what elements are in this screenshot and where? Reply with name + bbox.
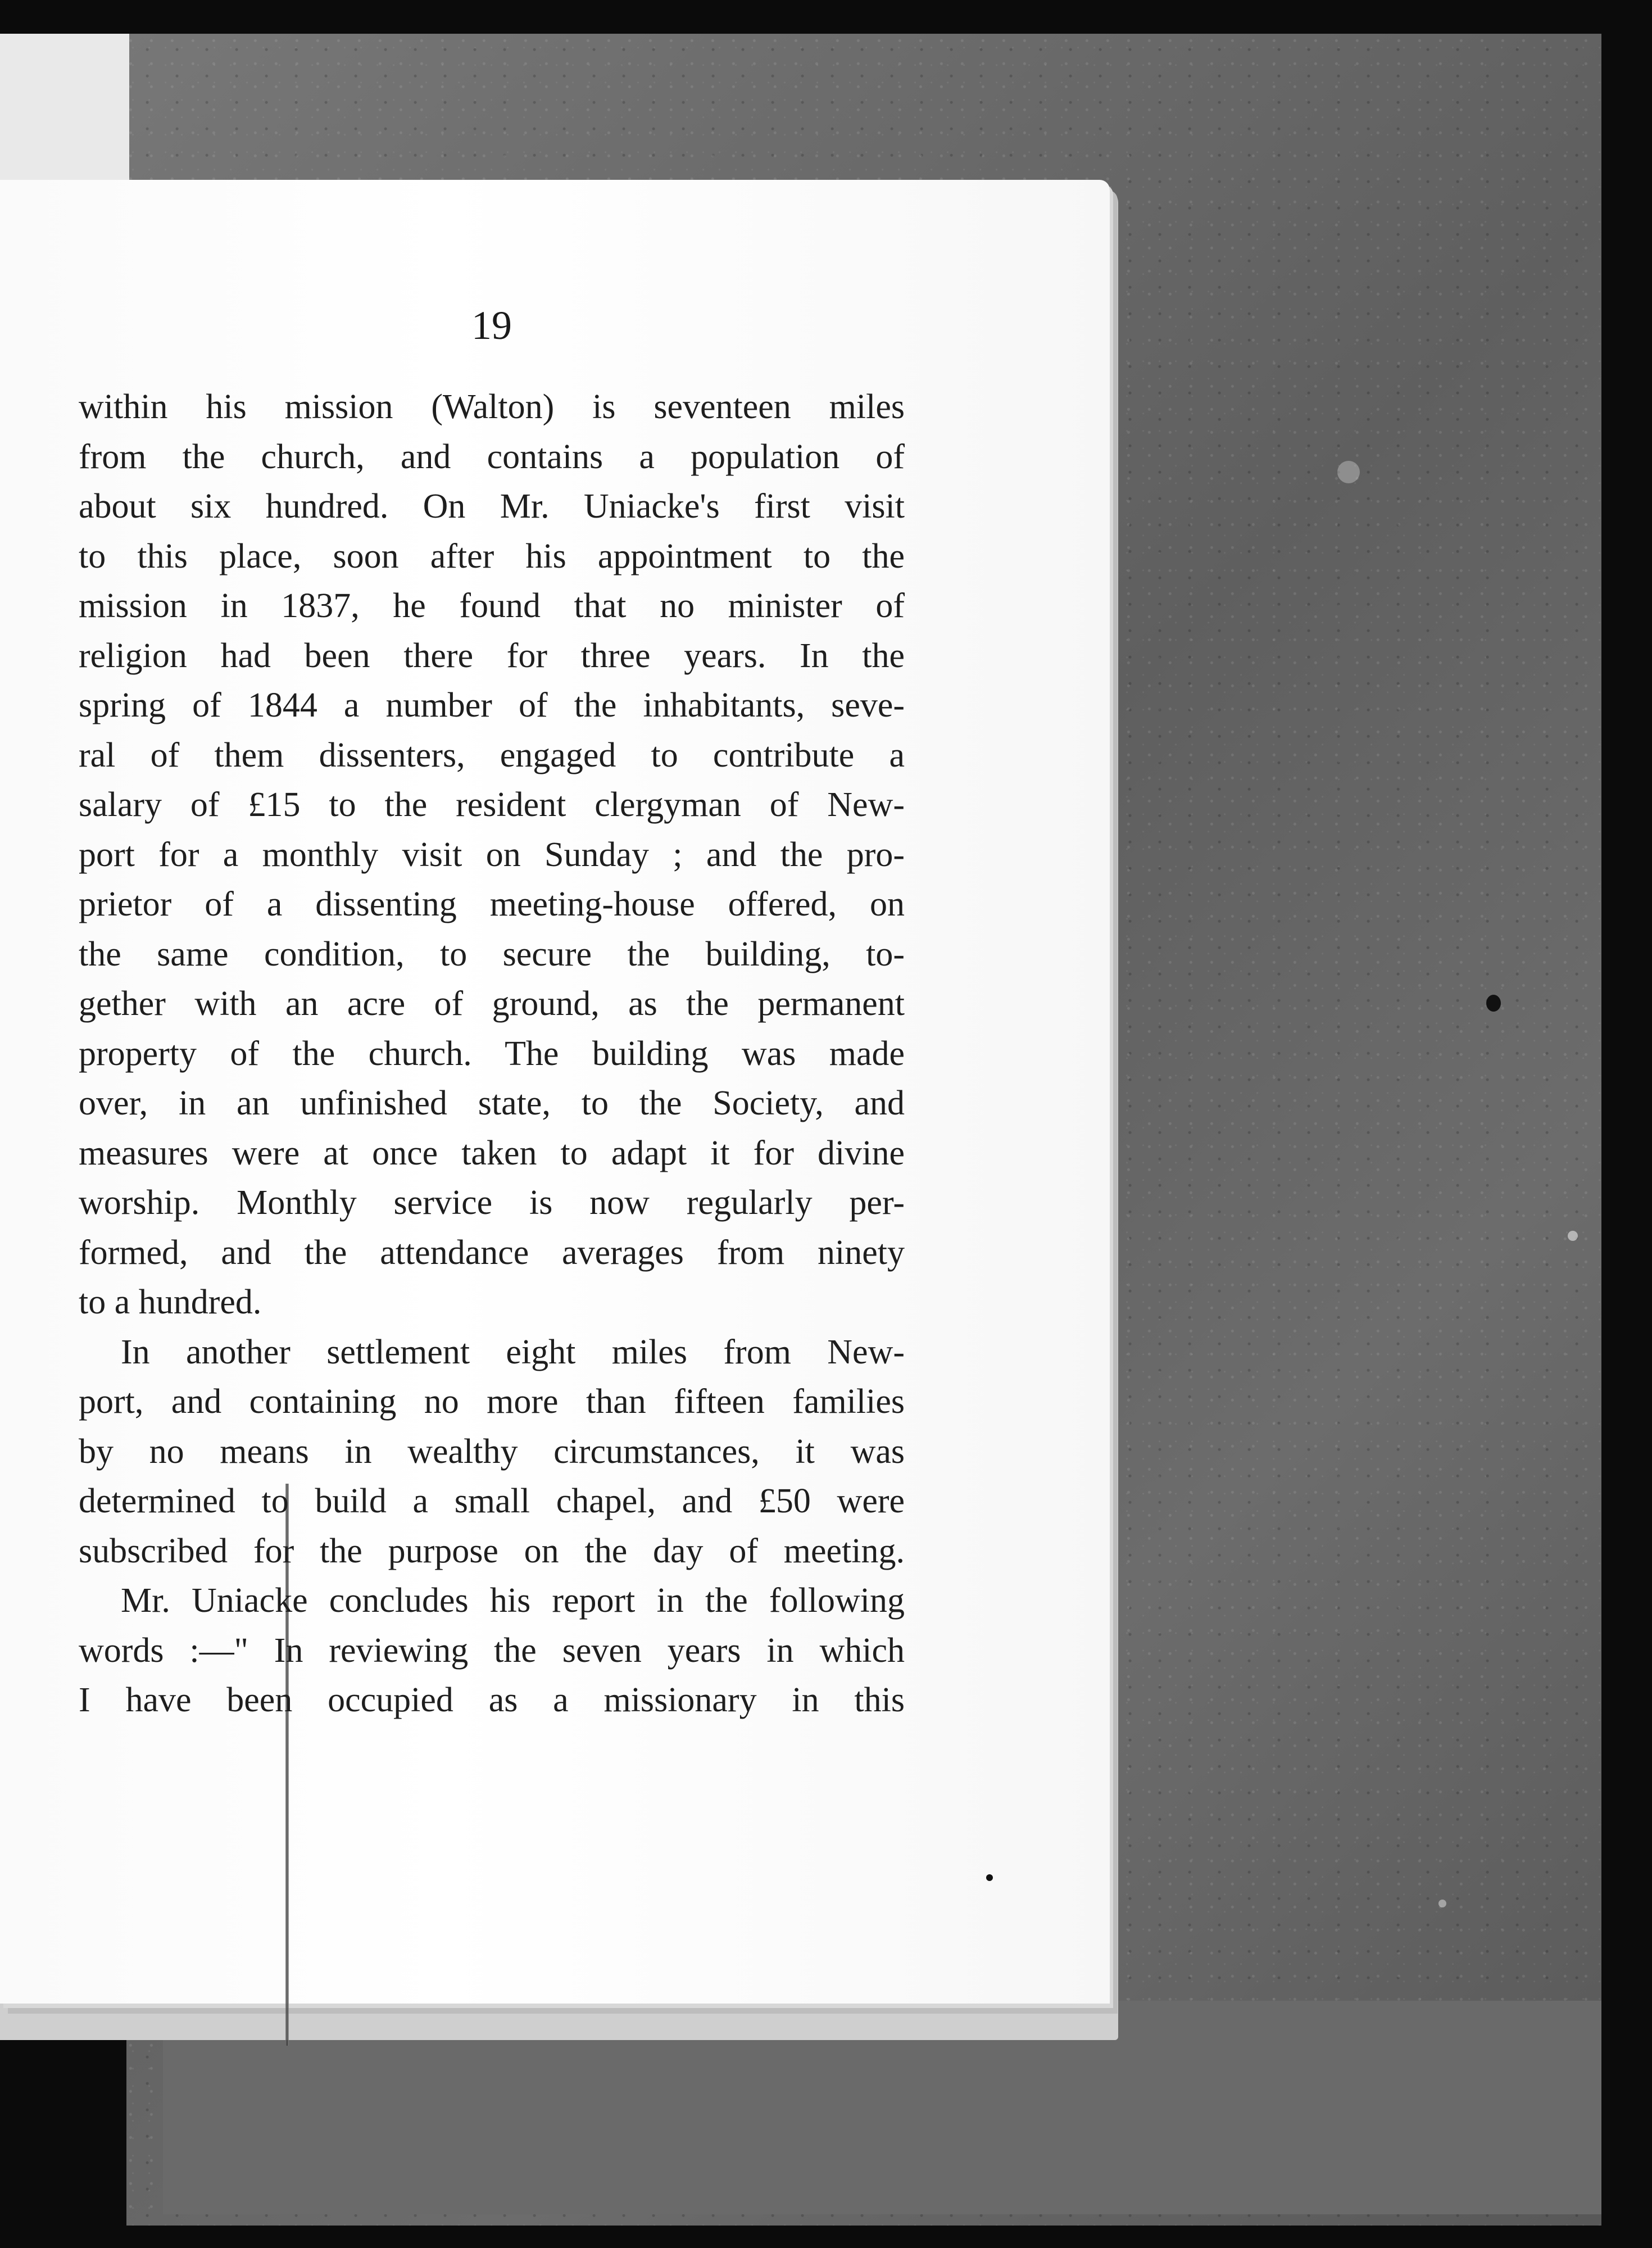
text-line: words :—" In reviewing the seven years in which [79, 1631, 905, 1670]
text-line: within his mission (Walton) is seventeen miles [79, 388, 905, 426]
page-number: 19 [471, 303, 512, 348]
text-line: measures were at once taken to adapt it for divine [79, 1134, 905, 1172]
text-line: property of the church. The building was made [79, 1034, 905, 1073]
text-line: subscribed for the purpose on the day of meeting. [79, 1531, 905, 1570]
scan-mark [1486, 995, 1501, 1012]
text-line: port for a monthly visit on Sunday ; and the pro- [79, 835, 905, 874]
text-line: by no means in wealthy circumstances, it was [79, 1432, 905, 1471]
text-line: religion had been there for three years. In the [79, 636, 905, 675]
text-line: the same condition, to secure the building, to- [79, 935, 905, 973]
text-line: to a hundred. [79, 1283, 262, 1321]
text-line: spring of 1844 a number of the inhabitants, seve- [79, 686, 905, 724]
text-line: ral of them dissenters, engaged to contribute a [79, 736, 905, 774]
paper-speck [1337, 461, 1360, 483]
text-line: Mr. Uniacke concludes his report in the following [121, 1581, 905, 1620]
text-line: salary of £15 to the resident clergyman of New- [79, 786, 905, 824]
text-line: prietor of a dissenting meeting-house offered, on [79, 885, 905, 923]
scan-mark [986, 1874, 993, 1881]
text-line: to this place, soon after his appointment to the [79, 537, 905, 575]
text-line: In another settlement eight miles from New- [121, 1333, 905, 1371]
text-line: port, and containing no more than fifteen families [79, 1383, 905, 1421]
text-line: worship. Monthly service is now regularly per- [79, 1184, 905, 1222]
paragraph-3 [79, 1576, 905, 1725]
paragraph-2 [79, 1327, 905, 1576]
body-text [79, 382, 905, 1725]
text-line: from the church, and contains a population of [79, 437, 905, 476]
text-line: determined to build a small chapel, and £50 were [79, 1482, 905, 1520]
text-line: gether with an acre of ground, as the permanent [79, 985, 905, 1023]
text-line: over, in an unfinished state, to the Society, and [79, 1084, 905, 1122]
paper-speck [1568, 1231, 1578, 1241]
paper-speck [1438, 1900, 1446, 1907]
text-line: mission in 1837, he found that no minister of [79, 587, 905, 625]
paragraph-1 [79, 382, 905, 1327]
text-line: I have been occupied as a missionary in this [79, 1681, 905, 1719]
text-line: about six hundred. On Mr. Uniacke's first visit [79, 487, 905, 525]
text-line: formed, and the attendance averages from ninety [79, 1233, 905, 1272]
adjacent-page-edge [0, 34, 129, 180]
